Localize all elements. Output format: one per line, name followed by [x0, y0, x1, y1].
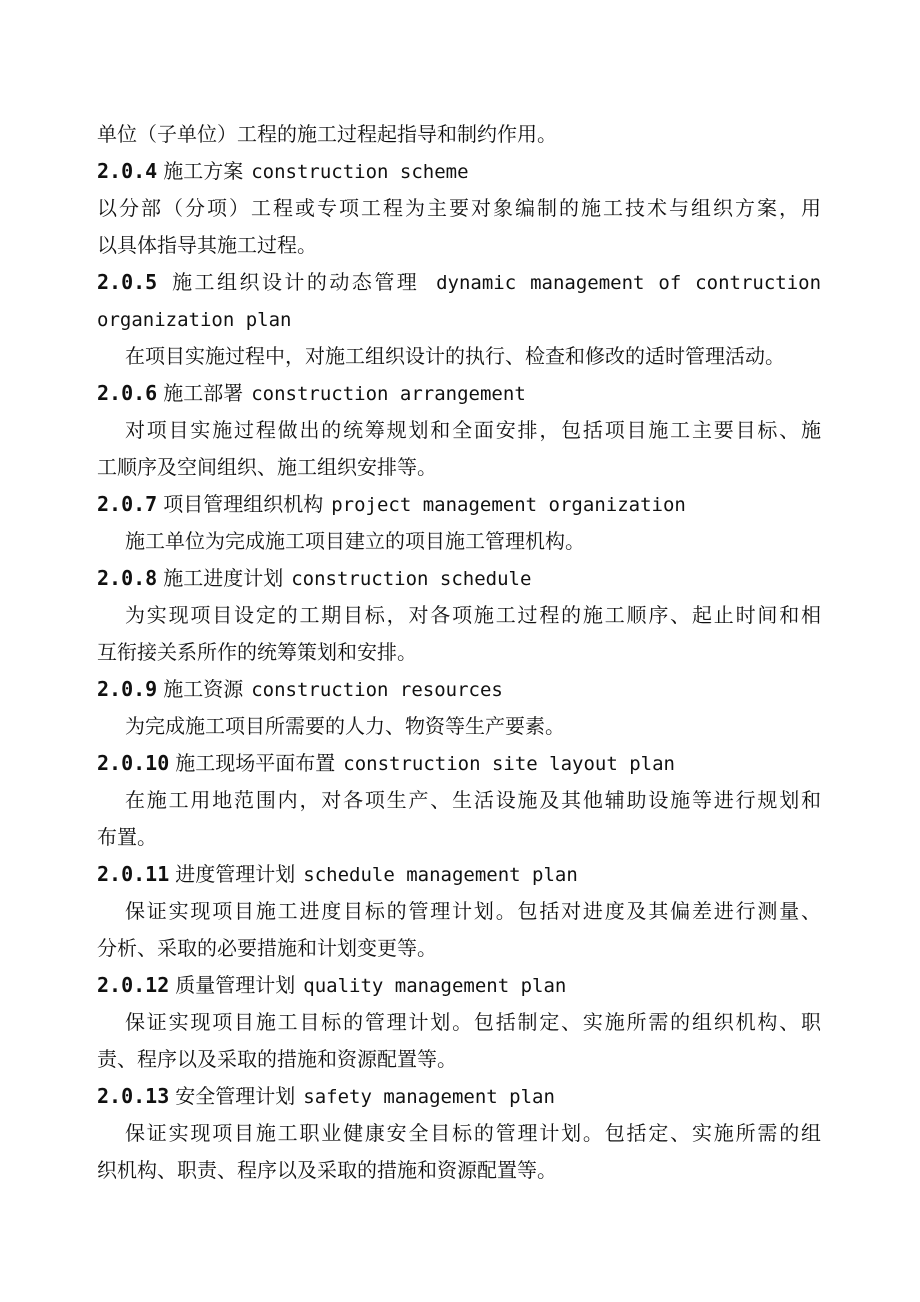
term-heading-2-0-8 [97, 560, 821, 597]
term-english: safety management plan [303, 1086, 555, 1108]
term-heading-continuation [97, 301, 821, 338]
term-heading-2-0-4 [97, 153, 821, 190]
term-heading-2-0-9 [97, 671, 821, 708]
term-definition-line: 布置。 [97, 825, 157, 849]
term-number: 2.0.7 [97, 492, 158, 516]
term-definition-line: 织机构、职责、程序以及采取的措施和资源配置等。 [97, 1158, 557, 1182]
term-definition-line: 责、程序以及采取的措施和资源配置等。 [97, 1047, 457, 1071]
term-english: construction scheme [251, 161, 469, 183]
term-english-continuation: organization plan [97, 309, 292, 331]
term-english: project management organization [331, 494, 686, 516]
term-chinese: 施工方案 [163, 159, 244, 183]
term-english: construction resources [251, 679, 503, 701]
term-definition-line: 施工单位为完成施工项目建立的项目施工管理机构。 [125, 529, 585, 553]
term-definition-line: 以具体指导其施工过程。 [97, 233, 317, 257]
term-chinese: 施工组织设计的动态管理 [172, 270, 420, 294]
term-chinese: 施工部署 [163, 381, 244, 405]
term-definition-line: 工顺序及空间组织、施工组织安排等。 [97, 455, 437, 479]
term-number: 2.0.12 [97, 973, 170, 997]
term-definition-line: 为完成施工项目所需要的人力、物资等生产要素。 [125, 714, 565, 738]
term-definition-line: 保证实现项目施工进度目标的管理计划。包括对进度及其偏差进行测量、 [125, 899, 821, 923]
term-chinese: 施工现场平面布置 [175, 751, 336, 775]
term-chinese: 施工资源 [163, 677, 244, 701]
term-english: construction arrangement [251, 383, 526, 405]
term-definition-line: 互衔接关系所作的统筹策划和安排。 [97, 640, 417, 664]
term-definition-line: 对项目实施过程做出的统筹规划和全面安排，包括项目施工主要目标、施 [125, 418, 821, 442]
continuation-text: 单位（子单位）工程的施工过程起指导和制约作用。 [97, 122, 557, 146]
term-heading-2-0-11 [97, 856, 821, 893]
term-english: construction schedule [291, 568, 532, 590]
document-body [97, 116, 821, 1189]
term-definition-line: 保证实现项目施工职业健康安全目标的管理计划。包括定、实施所需的组 [125, 1121, 821, 1145]
term-number: 2.0.6 [97, 381, 158, 405]
term-english: schedule management plan [303, 864, 578, 886]
term-english: construction site layout plan [343, 753, 675, 775]
term-english: quality management plan [303, 975, 567, 997]
term-chinese: 进度管理计划 [175, 862, 296, 886]
term-heading-2-0-13 [97, 1078, 821, 1115]
term-definition-line: 以分部（分项）工程或专项工程为主要对象编制的施工技术与组织方案，用 [97, 196, 821, 220]
term-definition-line: 分析、采取的必要措施和计划变更等。 [97, 936, 437, 960]
term-definition-line: 在施工用地范围内，对各项生产、生活设施及其他辅助设施等进行规划和 [125, 788, 821, 812]
term-number: 2.0.10 [97, 751, 170, 775]
term-heading-2-0-6 [97, 375, 821, 412]
term-definition-line: 保证实现项目施工目标的管理计划。包括制定、实施所需的组织机构、职 [125, 1010, 821, 1034]
term-number: 2.0.11 [97, 862, 170, 886]
term-number: 2.0.8 [97, 566, 158, 590]
term-definition-line: 在项目实施过程中，对施工组织设计的执行、检查和修改的适时管理活动。 [125, 344, 785, 368]
term-heading-2-0-7 [97, 486, 821, 523]
term-english: dynamic management of contruction [436, 272, 821, 294]
term-definition-line: 为实现项目设定的工期目标，对各项施工过程的施工顺序、起止时间和相 [125, 603, 821, 627]
term-chinese: 项目管理组织机构 [163, 492, 324, 516]
term-number: 2.0.13 [97, 1084, 170, 1108]
term-heading-2-0-10 [97, 745, 821, 782]
term-chinese: 施工进度计划 [163, 566, 284, 590]
term-chinese: 安全管理计划 [175, 1084, 296, 1108]
term-number: 2.0.9 [97, 677, 158, 701]
term-chinese: 质量管理计划 [175, 973, 296, 997]
term-number: 2.0.4 [97, 159, 158, 183]
term-heading-2-0-5 [97, 264, 821, 301]
term-heading-2-0-12 [97, 967, 821, 1004]
term-number: 2.0.5 [97, 270, 158, 294]
